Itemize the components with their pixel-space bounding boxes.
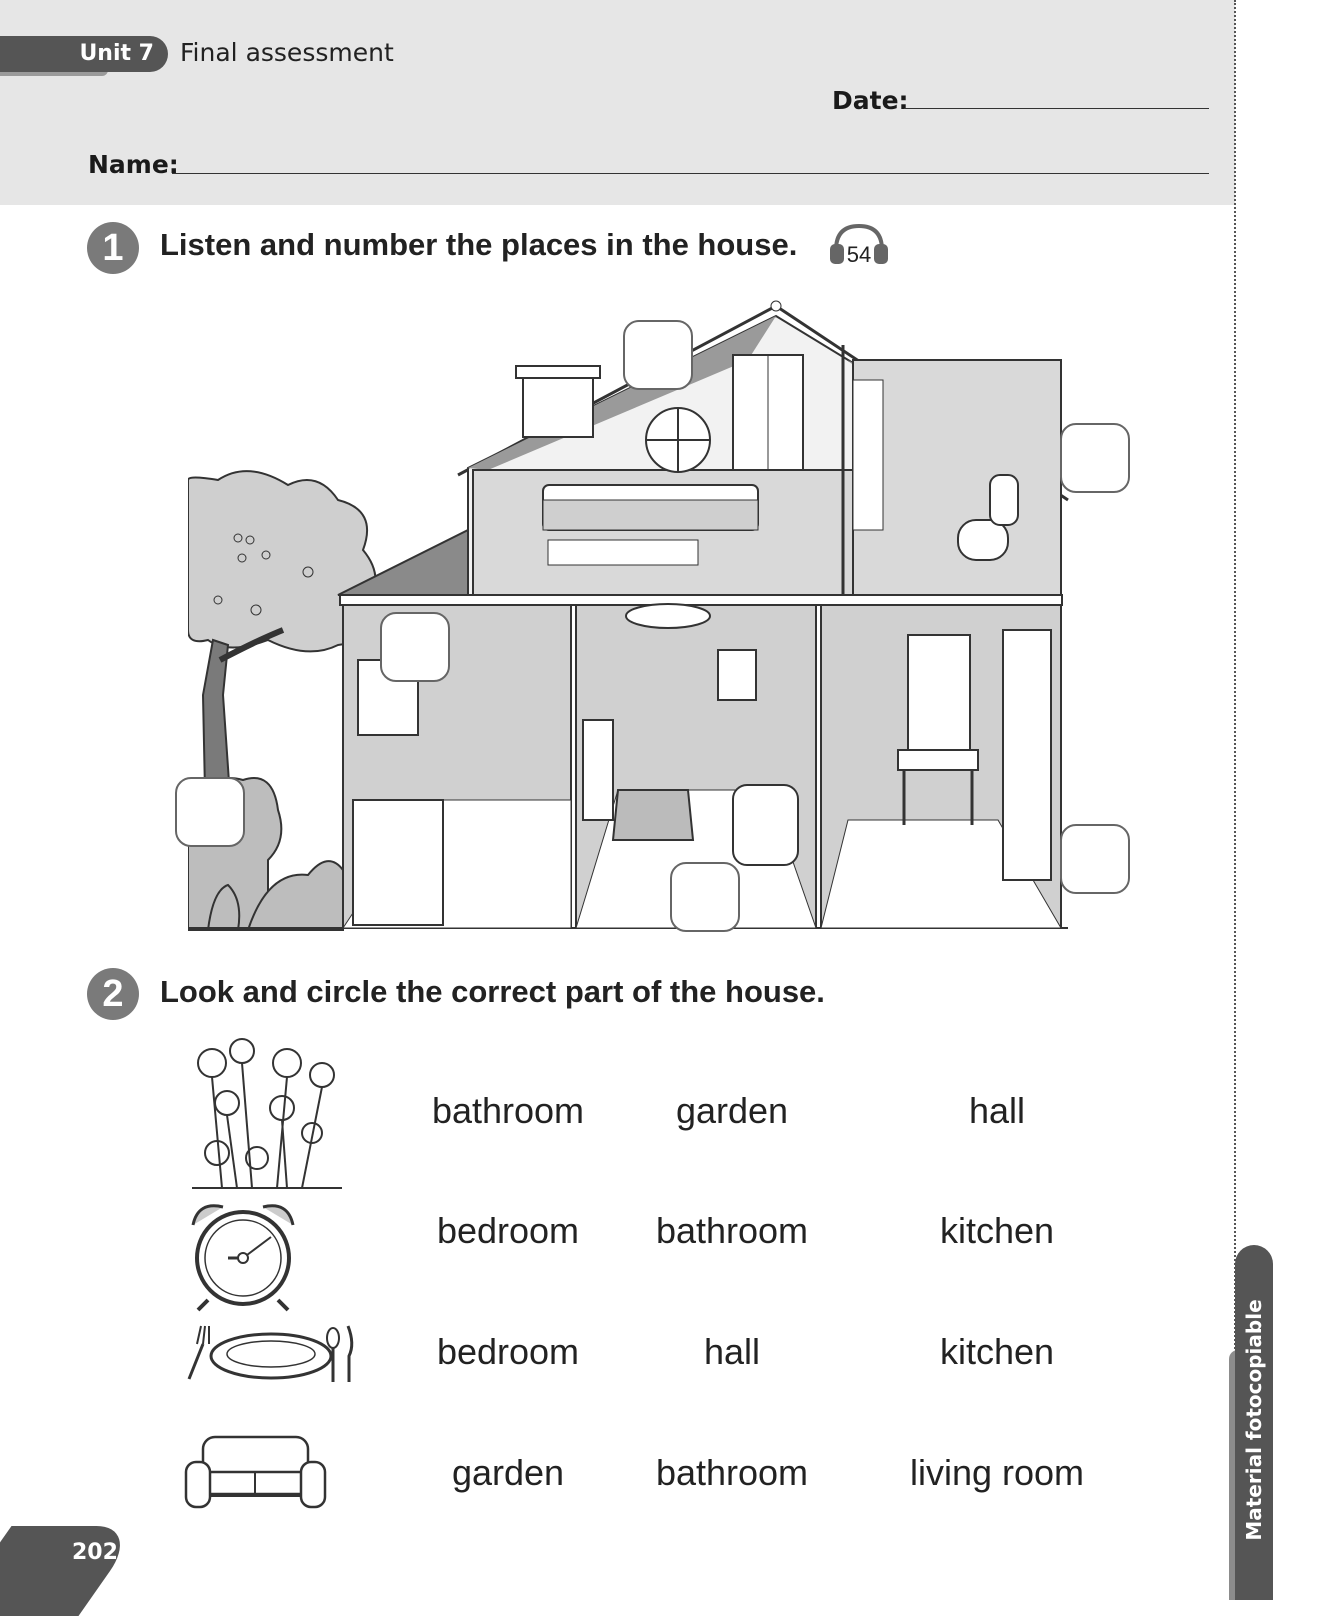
- row-2-option-3[interactable]: kitchen: [939, 1210, 1055, 1251]
- answer-box-bedroom[interactable]: [623, 320, 693, 390]
- exercise-2-instruction: Look and circle the correct part of the house.: [160, 974, 825, 1009]
- exercise-1-instruction: Listen and number the places in the house.: [160, 227, 798, 262]
- flowers-icon: [182, 1033, 352, 1191]
- exercise-1-number: 1: [87, 222, 139, 274]
- row-3-option-3[interactable]: kitchen: [939, 1331, 1055, 1372]
- answer-box-kitchen[interactable]: [380, 612, 450, 682]
- answer-box-living-room[interactable]: [670, 862, 740, 932]
- row-2-option-1[interactable]: bedroom: [436, 1210, 580, 1251]
- answer-box-garden[interactable]: [175, 777, 245, 847]
- row-1-option-3[interactable]: hall: [968, 1090, 1026, 1131]
- exercise-2-number: 2: [87, 968, 139, 1020]
- row-4-option-1[interactable]: garden: [451, 1452, 565, 1493]
- answer-box-hall[interactable]: [1060, 824, 1130, 894]
- plate-cutlery-icon: [183, 1324, 358, 1386]
- house-illustration: [188, 300, 1138, 936]
- row-4-option-3[interactable]: living room: [909, 1452, 1085, 1493]
- row-2-option-2[interactable]: bathroom: [655, 1210, 809, 1251]
- answer-box-bathroom[interactable]: [1060, 423, 1130, 493]
- row-1-option-2[interactable]: garden: [675, 1090, 789, 1131]
- row-4-option-2[interactable]: bathroom: [655, 1452, 809, 1493]
- name-field[interactable]: [172, 173, 1209, 174]
- sofa-icon: [183, 1432, 328, 1512]
- name-label: Name:: [88, 150, 179, 179]
- page-tab: [0, 1526, 142, 1616]
- headphones-icon: [828, 220, 890, 268]
- page-number: 202: [72, 1540, 118, 1565]
- unit-title: Final assessment: [180, 38, 394, 67]
- row-1-option-1[interactable]: bathroom: [431, 1090, 585, 1131]
- audio-track-number: 54: [846, 242, 872, 267]
- row-3-option-1[interactable]: bedroom: [436, 1331, 580, 1372]
- date-field[interactable]: [904, 108, 1209, 109]
- row-3-option-2[interactable]: hall: [703, 1331, 761, 1372]
- unit-label: Unit 7: [0, 36, 168, 72]
- date-label: Date:: [832, 86, 909, 115]
- alarm-clock-icon: [183, 1195, 303, 1315]
- side-tab-label: Material fotocopiable: [1242, 1299, 1266, 1541]
- header-band: [0, 0, 1235, 205]
